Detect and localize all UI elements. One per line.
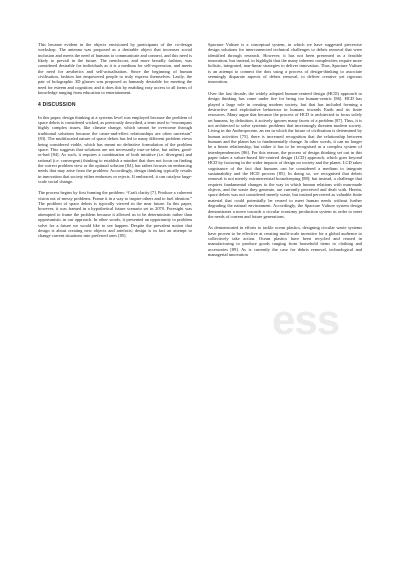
- section-heading-discussion: 4 DISCUSSION: [38, 102, 76, 109]
- left-paragraph-3: The process begins by first framing the problem: “Craft clarity [7]. Produce a coherent vision out of messy problems. Frame it in a way to inspire others and to fuel ideation.” The problem of space debris is typically viewed in the near future. In this paper, however, it was framed in a hypothetical future scenario set in 2070. Foresight was attempted to frame the problem because it allowed us to be deterministic rather than opportunistic in our approach. In other words, it presented an opportunity to problem solve for a future we would like to see happen. Despite the prevalent notion that design is about creating new objects and artefacts; design is in fact an attempt to change current situations into preferred ones [85].: [38, 190, 192, 239]
- right-paragraph-1: Spacture Vulture is a conceptual system, in which we have suggested piecewise design solutions for interconnected technical challenges to debris removal that were identified through research. However, it has not been presented as a feasible innovation, but instead, to highlight that the many inherent complexities require more holistic, integrated, non-linear strategies to deliver innovation. Thus, Spacture Vulture is an attempt to connect the dots using a process of design-thinking to associate seemingly disparate aspects of debris removal, to deliver creative yet rigorous innovation.: [208, 42, 362, 85]
- left-paragraph-1: This became evident in the objects envisioned by participants of the co-design workshop. The antenna was proposed as a desirable object that increases social inclusion and meets the need of humans to communicate and connect, and this need is likely to prevail in the future. The trenchcoat, and more broadly fashion, was considered desirable for individuals as it is a medium for self-expression, and meets the need for aesthetics and self-actualisation. Since the beginning of human civilisation, fashion has empowered people to truly express themselves. Lastly, the pair of holographic 3D glasses was proposed as humanly desirable for meeting the need for esteem and cognition; and it does this by enabling easy access to all forms of knowledge ranging from education to entertainment.: [38, 42, 192, 96]
- left-column: [38, 42, 192, 245]
- right-paragraph-3: As demonstrated in efforts to tackle ocean plastics, designing circular waste systems have proven to be effective at creating multi-scale incentive for a global audience to collectively take action. Ocean plastics have been recycled and reused in manufacturing to produce goods ranging from household items to clothing and accessories [89]. As is currently the case for debris removal, technological and managerial innovation: [208, 225, 362, 258]
- right-column: [208, 42, 362, 264]
- left-paragraph-2: In this paper, design thinking at a systems level was employed because the problem of space debris is considered wicked, as previously described, a term used to “encompass highly complex issues, like climate change, which cannot be overcome through traditional solutions because the cause-and-effect relationships are often uncertain” [83]. The multifaceted nature of space debris has led to many different problem views being considered viable, which has meant no definitive formulation of the problem space. This suggests that solutions are not necessarily true-or-false, but rather, good-or-bad [84]. As such, it requires a combination of both intuitive (i.e. divergent) and rational (i.e. convergent) thinking to establish a mindset that does not focus on finding the correct problem view or the optimal solution [84], but rather focuses on embracing needs that may arise from the problem. Accordingly, design thinking typically results in innovation that society either embraces or rejects. If embraced, it can catalyse large-scale social change.: [38, 114, 192, 184]
- right-paragraph-2: Over the last decade, the widely adopted human-centred design (HCD) approach to design thinking has come under fire for being too human-centric [86]. HCD has played a large role in creating modern society, but that has included forming a destructive and exploitative behaviour in humans towards Earth and its finite resources. Many argue that because the process of HCD is architected to focus solely on humans, by definition, it actively ignores many facets of a problem [87]. Thus, it is not architected to solve systemic problems that increasingly threaten modern society. Living in the Anthropocene, an era in which the future of civilisation is determined by human activities [75], there is increased recognition that the relationship between humans and the planet has to fundamentally change. In other words, it can no longer be a linear relationship, but rather it has to be recognised as a complex system of interdependencies [86]. For this reason, the process of design thinking set out in this paper takes a values-based life-centred design (LCD) approach, which goes beyond HCD by factoring in the wider impacts of design on society and the planet. LCD takes cognisance of the fact that humans can be considered a medium to integrate sustainability and the HCD process [85]. In doing so, we recognised that debris removal is not merely extraterrestrial housekeeping [88]; but instead, a challenge that requires fundamental changes to the way in which human relations with man-made objects, and the waste they generate, are currently perceived and dealt with. Herein, space debris was not considered merely waste, but instead perceived as valuable finite material that could potentially be reused to meet human needs without further degrading the natural environment. Accordingly, the Spacture Vulture system design demonstrates a move towards a circular economy production system in order to meet the needs of current and future generations.: [208, 90, 362, 219]
- watermark: ess: [272, 296, 340, 343]
